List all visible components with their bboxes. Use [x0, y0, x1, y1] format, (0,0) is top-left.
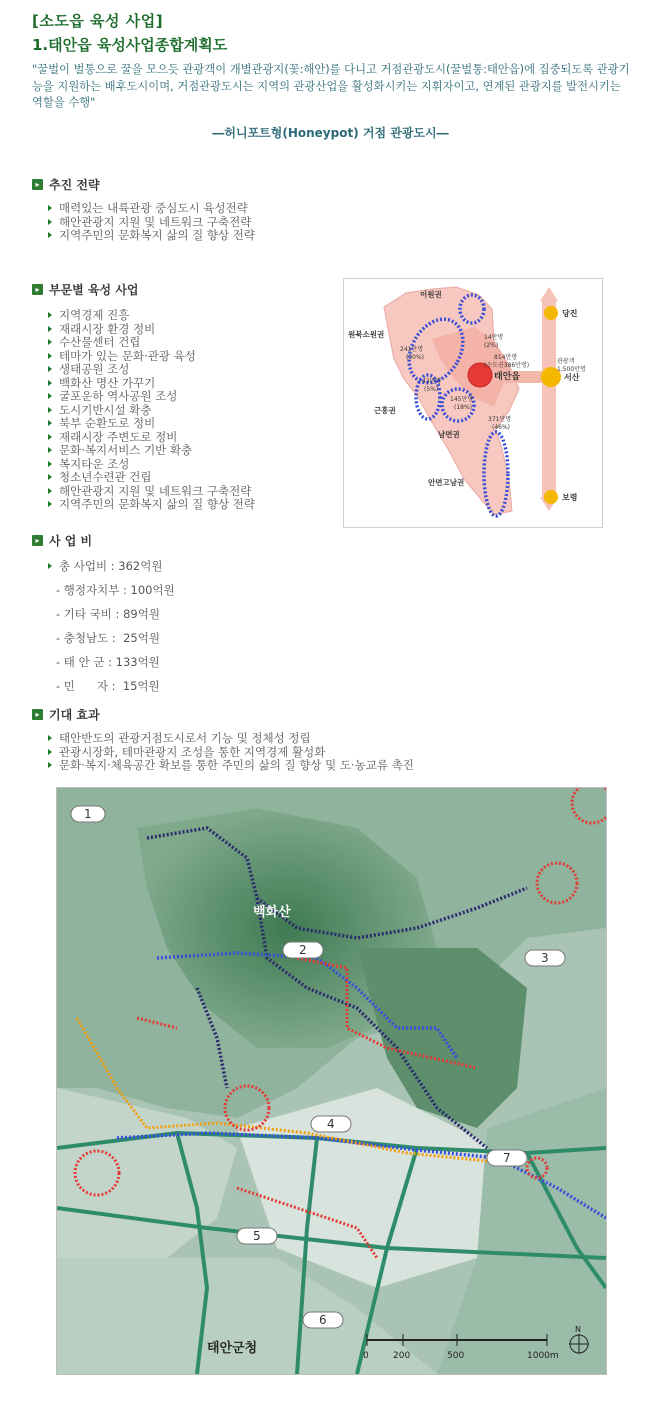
- list-item: 굴포운하 역사공원 조성: [48, 390, 255, 404]
- zone-label: 안면고남권: [428, 478, 465, 487]
- list-item: 관광시장화, 테마관광지 조성을 통한 지역경제 활성화: [48, 746, 414, 760]
- stat-label: (30%): [406, 354, 425, 361]
- budget-row: - 태 안 군 : 133억원: [56, 655, 160, 669]
- zone-label: 남면권: [438, 430, 460, 439]
- city-label: 보령: [562, 493, 578, 502]
- list-item: 생태공원 조성: [48, 363, 255, 377]
- stat-label: 371만명: [488, 416, 512, 423]
- svg-text:200: 200: [393, 1351, 411, 1361]
- map-marker-label: 6: [319, 1313, 327, 1327]
- stat-label: 145만명: [450, 396, 474, 403]
- triangle-bullet-icon: [48, 762, 52, 768]
- list-item: 지역주민의 문화복지 삶의 질 향상 전략: [48, 229, 255, 243]
- budget-title: 사 업 비: [49, 534, 93, 548]
- list-item: 북부 순환도로 정비: [48, 417, 255, 431]
- strategy-heading: [32, 176, 100, 193]
- triangle-bullet-icon: [48, 461, 52, 467]
- svg-text:N: N: [575, 1325, 581, 1334]
- projects-heading: [32, 281, 139, 298]
- city-label: 서산: [564, 373, 580, 382]
- bullet-arrow-icon: ▸: [32, 179, 43, 190]
- triangle-bullet-icon: [48, 563, 52, 569]
- triangle-bullet-icon: [48, 488, 52, 494]
- stat-label: 814만명: [494, 354, 518, 361]
- triangle-bullet-icon: [48, 474, 52, 480]
- triangle-bullet-icon: [48, 353, 52, 359]
- concept-quote: "꿀벌이 벌통으로 꿀을 모으듯 관광객이 개별관광지(꽃:해안)를 다니고 거점관광도시(꿀벌통:태안읍)에 집중되도록 관광기능을 지원하는 배후도시이며, 거점관광도시는 지역의 관광산업을 활성화시키는 지휘자이고, 연계된 관광지를 발전시키는 역할을 수행": [32, 63, 630, 109]
- budget-list: [48, 554, 175, 698]
- area-map: [56, 787, 607, 1375]
- map-marker-label: 1: [84, 807, 92, 821]
- triangle-bullet-icon: [48, 366, 52, 372]
- triangle-bullet-icon: [48, 393, 52, 399]
- effects-title: 기대 효과: [49, 708, 100, 722]
- list-item: 수산물센터 건립: [48, 336, 255, 350]
- svg-text:0: 0: [363, 1351, 369, 1361]
- list-item: 복지타운 조성: [48, 458, 255, 472]
- stat-label: (5%): [424, 386, 439, 393]
- triangle-bullet-icon: [48, 420, 52, 426]
- triangle-bullet-icon: [48, 380, 52, 386]
- budget-row: - 기타 국비 : 89억원: [56, 607, 160, 621]
- map-marker-label: 3: [541, 951, 549, 965]
- map-marker-label: 5: [253, 1229, 261, 1243]
- stat-label: (46%): [492, 424, 511, 431]
- triangle-bullet-icon: [48, 219, 52, 225]
- plan-title: 1.태안읍 육성사업종합계획도: [32, 36, 228, 54]
- triangle-bullet-icon: [48, 232, 52, 238]
- region-diagram: [343, 278, 603, 528]
- stat-label: 14만명: [484, 334, 504, 341]
- list-item: 재래시장 환경 정비: [48, 323, 255, 337]
- triangle-bullet-icon: [48, 735, 52, 741]
- svg-text:1000m: 1000m: [527, 1351, 559, 1361]
- visitors-label: 관광객: [557, 358, 575, 365]
- triangle-bullet-icon: [48, 312, 52, 318]
- triangle-bullet-icon: [48, 447, 52, 453]
- list-item: 재래시장 주변도로 정비: [48, 431, 255, 445]
- svg-text:500: 500: [447, 1351, 465, 1361]
- list-item: 지역주민의 문화복지 삶의 질 향상 전략: [48, 498, 255, 512]
- triangle-bullet-icon: [48, 339, 52, 345]
- strategy-title: 추진 전략: [49, 178, 100, 192]
- bullet-arrow-icon: ▸: [32, 709, 43, 720]
- list-item: 지역경제 진흥: [48, 309, 255, 323]
- visitors-value: 1,500만명: [557, 366, 586, 373]
- strategy-list: [48, 202, 255, 243]
- zone-label: 원북소원권: [348, 330, 385, 339]
- list-item: 청소년수련관 건립: [48, 471, 255, 485]
- budget-heading: [32, 532, 92, 549]
- stat-label: (18%): [454, 404, 473, 411]
- triangle-bullet-icon: [48, 407, 52, 413]
- stat-label: (수도권386만명): [484, 362, 530, 369]
- map-marker-label: 4: [327, 1117, 335, 1131]
- projects-list: [48, 309, 255, 512]
- center-label: 태안읍: [494, 372, 521, 382]
- projects-title: 부문별 육성 사업: [49, 283, 139, 297]
- list-item: 해안관광지 지원 및 네트워크 구축전략: [48, 485, 255, 499]
- mountain-label: 백화산: [253, 905, 291, 920]
- triangle-bullet-icon: [48, 205, 52, 211]
- section-title: [소도읍 육성 사업]: [32, 12, 164, 30]
- stat-label: 43만명: [422, 378, 442, 385]
- stat-label: 241만명: [400, 346, 424, 353]
- bullet-arrow-icon: ▸: [32, 284, 43, 295]
- list-item: 테마가 있는 문화·관광 육성: [48, 350, 255, 364]
- list-item: 문화·복지·체육공간 확보를 통한 주민의 삶의 질 향상 및 도·농교류 촉진: [48, 759, 414, 773]
- triangle-bullet-icon: [48, 326, 52, 332]
- map-marker-label: 2: [299, 943, 307, 957]
- list-item: 도시기반시설 확충: [48, 404, 255, 418]
- list-item: 백화산 명산 가꾸기: [48, 377, 255, 391]
- budget-total: 총 사업비 : 362억원: [48, 554, 175, 578]
- budget-row: - 충청남도 : 25억원: [56, 631, 160, 645]
- triangle-bullet-icon: [48, 434, 52, 440]
- list-item: 매력있는 내륙관광 중심도시 육성전략: [48, 202, 255, 216]
- zone-label: 이원권: [420, 290, 442, 299]
- city-label: 당진: [562, 309, 578, 318]
- budget-row: - 행정자치부 : 100억원: [56, 583, 175, 597]
- effects-list: [48, 732, 414, 773]
- list-item: 태안반도의 관광거점도시로서 기능 및 정체성 정립: [48, 732, 414, 746]
- bullet-arrow-icon: ▸: [32, 535, 43, 546]
- county-office-label: 태안군청: [207, 1341, 258, 1356]
- zone-label: 근흥권: [374, 406, 396, 415]
- budget-row: - 민 자 : 15억원: [56, 679, 160, 693]
- list-item: 문화·복지서비스 기반 확충: [48, 444, 255, 458]
- triangle-bullet-icon: [48, 749, 52, 755]
- motto: ―허니포트형(Honeypot) 거점 관광도시―: [212, 126, 449, 140]
- map-marker-label: 7: [503, 1151, 511, 1165]
- list-item: 해안관광지 지원 및 네트워크 구축전략: [48, 216, 255, 230]
- effects-heading: [32, 706, 100, 723]
- stat-label: (2%): [484, 342, 499, 349]
- triangle-bullet-icon: [48, 501, 52, 507]
